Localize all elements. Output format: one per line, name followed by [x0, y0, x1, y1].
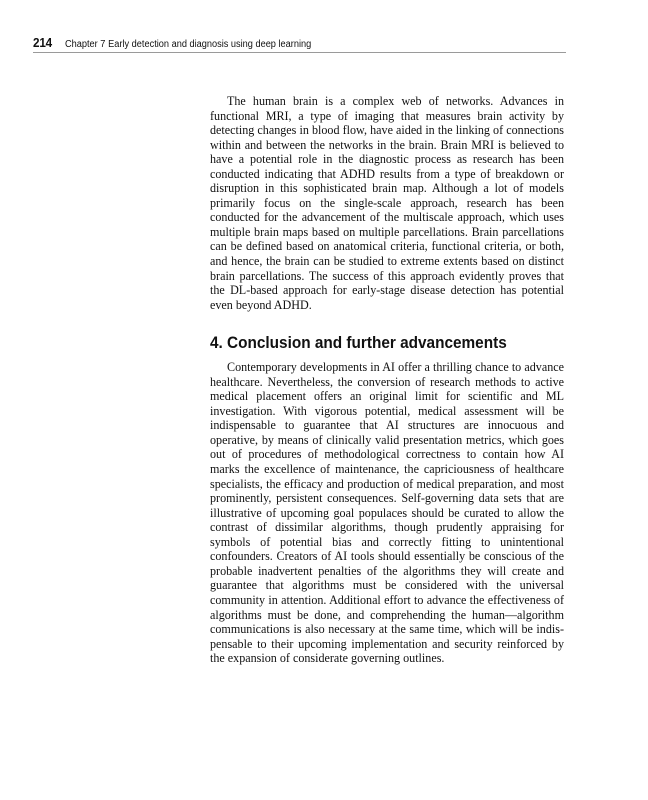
running-header	[33, 34, 566, 53]
section-heading: 4. Conclusion and further advancements	[210, 334, 507, 353]
chapter-label: Chapter 7	[64, 39, 105, 50]
main-text-column	[210, 94, 564, 666]
chapter-title: Early detection and diagnosis using deep learning	[107, 39, 311, 50]
body-paragraph: Contemporary developments in AI offer a thrilling chance to advance healthcare. Nevertheless, the conversion of research methods to active medical placement offers an original limit for scientific and ML investigation. With vigorous potential, medical assessment will be indispensable to guarantee that AI structures are innocuous and operative, by means of clinically valid presentation metrics, which goes out of procedures of methodological correctness to contain how AI marks the excellence of maintenance, the capriciousness of healthcare specialists, the efficacy and production of medical preparation, and most prominently, persistent consequences. Self-governing data sets that are illustrative of upcoming goal populaces should be curated to allow the contrast of dissimilar algorithms, though prudently appraising for symbols of potential bias and correctly fitting to unintentional confounders. Creators of AI tools should essentially be conscious of the probable inadvertent penalties of the algorithms they will create and guarantee that algorithms must be considered with the universal community in attention. Additional effort to advance the effectiveness of algorithms must be done, and comprehending the human—algorithm communications is also necessary at the same time, which will be indispensable to their upcoming implementation and security reinforced by the expansion of considerate governing outlines.	[210, 360, 564, 666]
chapter-info	[65, 39, 314, 50]
body-paragraph: The human brain is a complex web of networks. Advances in functional MRI, a type of imaging that measures brain activity by detecting changes in blood flow, have aided in the linking of connections within and between the networks in the brain. Brain MRI is believed to have a potential role in the diagnostic process as research has been conducted indicating that ADHD results from a type of breakdown or disruption in this sophisticated brain map. Although a lot of models primarily focus on the single-scale approach, research has been conducted for the advancement of the multiscale approach, which uses multiple brain maps based on multiple parcellations. Brain parcellations can be defined based on anatomical criteria, functional criteria, or both, and hence, the brain can be studied to extreme extents based on distinct brain parcellations. The success of this approach evidently proves that the DL-based approach for early-stage disease detection has potential even beyond ADHD.	[210, 94, 564, 312]
page-number: 214	[33, 35, 52, 50]
